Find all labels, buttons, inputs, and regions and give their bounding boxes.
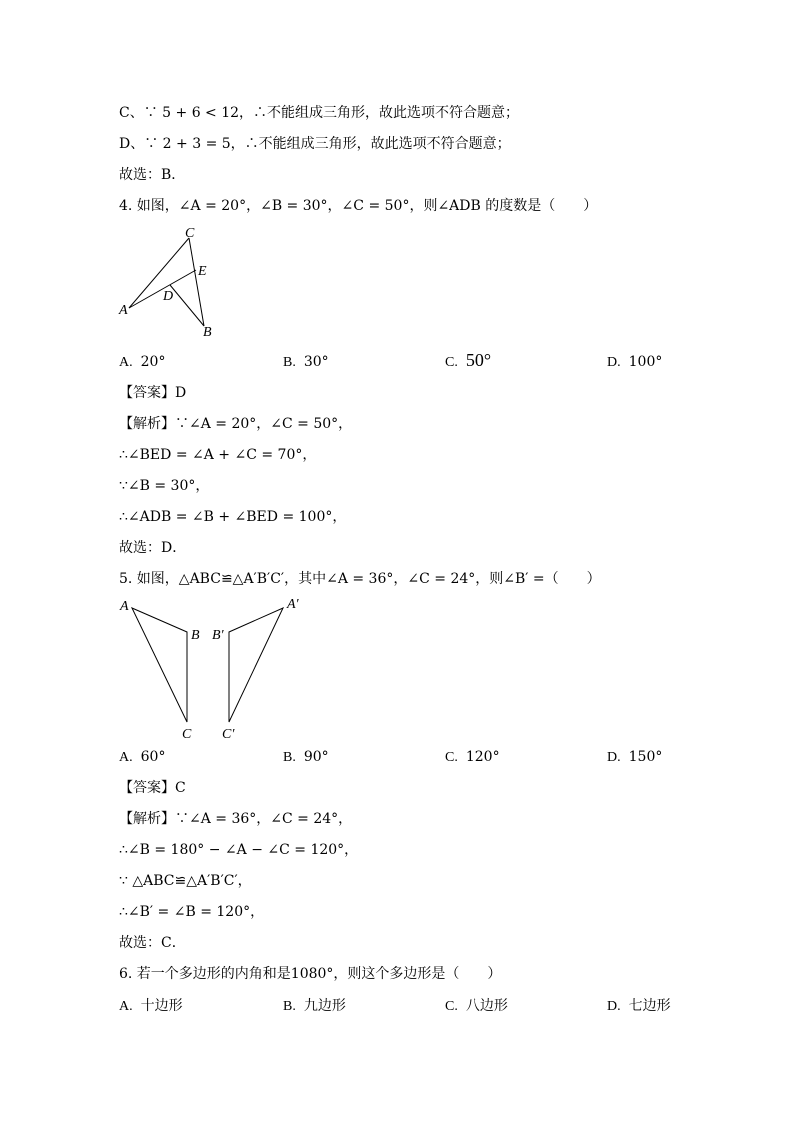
label-C-prime: C′ xyxy=(222,727,235,742)
q5-option-d xyxy=(607,747,662,768)
q4-option-b xyxy=(283,352,329,373)
option-label: A. xyxy=(119,999,133,1014)
label-B-prime: B′ xyxy=(212,628,224,643)
q6-option-c xyxy=(445,996,508,1017)
option-text: 120° xyxy=(465,749,500,765)
triangle-A2B2C2 xyxy=(229,608,283,722)
label-A: A xyxy=(119,303,128,318)
option-label: D. xyxy=(607,999,621,1014)
label-C: C xyxy=(182,727,192,742)
solution-line-c: C、∵ 5 + 6 < 12，∴不能组成三角形，故此选项不符合题意； xyxy=(119,105,520,121)
segment-CB xyxy=(189,238,204,326)
option-text: 100° xyxy=(628,354,663,370)
option-text: 150° xyxy=(628,749,663,765)
q4-option-d xyxy=(607,352,662,373)
q5-answer: 【答案】C xyxy=(119,780,186,796)
q5-option-b xyxy=(283,747,329,768)
q5-figure xyxy=(115,592,315,744)
q4-stem: 4. 如图，∠A = 20°，∠B = 30°，∠C = 50°，则∠ADB 的度数是（ ） xyxy=(119,198,598,214)
option-text: 60° xyxy=(140,749,166,765)
option-label: A. xyxy=(119,355,133,370)
q5-analysis-3: ∵ △ABC≌△A′B′C′， xyxy=(119,873,252,889)
q4-figure xyxy=(115,222,225,342)
q5-analysis-4: ∴∠B′ = ∠B = 120°， xyxy=(119,904,265,920)
q4-answer: 【答案】D xyxy=(119,385,187,401)
option-label: D. xyxy=(607,355,621,370)
option-text: 50° xyxy=(465,350,492,370)
option-label: A. xyxy=(119,750,133,765)
label-A-prime: A′ xyxy=(287,597,299,612)
option-label: B. xyxy=(283,999,296,1014)
option-text: 20° xyxy=(140,354,166,370)
option-text: 90° xyxy=(303,749,329,765)
option-label: D. xyxy=(607,750,621,765)
q5-analysis-1: 【解析】∵∠A = 36°，∠C = 24°， xyxy=(119,811,353,827)
option-label: C. xyxy=(445,750,458,765)
label-A: A xyxy=(120,599,129,614)
q4-analysis-1: 【解析】∵∠A = 20°，∠C = 50°， xyxy=(119,416,353,432)
option-text: 九边形 xyxy=(303,998,346,1014)
q3-choice: 故选：B． xyxy=(119,167,186,183)
q6-stem: 6. 若一个多边形的内角和是1080°，则这个多边形是（ ） xyxy=(119,966,502,982)
q5-option-a xyxy=(119,747,165,768)
solution-line-d: D、∵ 2 + 3 = 5，∴不能组成三角形，故此选项不符合题意； xyxy=(119,136,511,152)
triangle-ABC xyxy=(132,608,187,722)
q6-option-a xyxy=(119,996,183,1017)
q5-stem: 5. 如图，△ABC≌△A′B′C′，其中∠A = 36°，∠C = 24°，则∠B′ =（ ） xyxy=(119,571,601,587)
q6-option-b xyxy=(283,996,346,1017)
option-text: 30° xyxy=(303,354,329,370)
q6-option-d xyxy=(607,996,671,1017)
label-E: E xyxy=(198,264,207,279)
q4-analysis-2: ∴∠BED = ∠A + ∠C = 70°， xyxy=(119,447,317,463)
q5-choice: 故选：C． xyxy=(119,935,186,951)
option-label: B. xyxy=(283,355,296,370)
label-C: C xyxy=(185,226,195,241)
q4-analysis-4: ∴∠ADB = ∠B + ∠BED = 100°， xyxy=(119,509,347,525)
option-text: 十边形 xyxy=(140,998,183,1014)
q5-option-c xyxy=(445,747,500,768)
q4-option-a xyxy=(119,352,165,373)
q4-choice: 故选：D． xyxy=(119,540,187,556)
label-D: D xyxy=(163,289,174,304)
option-label: C. xyxy=(445,999,458,1014)
segment-DB xyxy=(170,285,204,326)
option-text: 七边形 xyxy=(628,998,671,1014)
label-B: B xyxy=(191,628,200,643)
q4-analysis-3: ∵∠B = 30°， xyxy=(119,478,210,494)
option-text: 八边形 xyxy=(465,998,508,1014)
option-label: C. xyxy=(445,355,458,370)
label-B: B xyxy=(203,325,212,340)
option-label: B. xyxy=(283,750,296,765)
q4-option-c xyxy=(445,350,491,373)
q5-analysis-2: ∴∠B = 180° − ∠A − ∠C = 120°， xyxy=(119,842,359,858)
